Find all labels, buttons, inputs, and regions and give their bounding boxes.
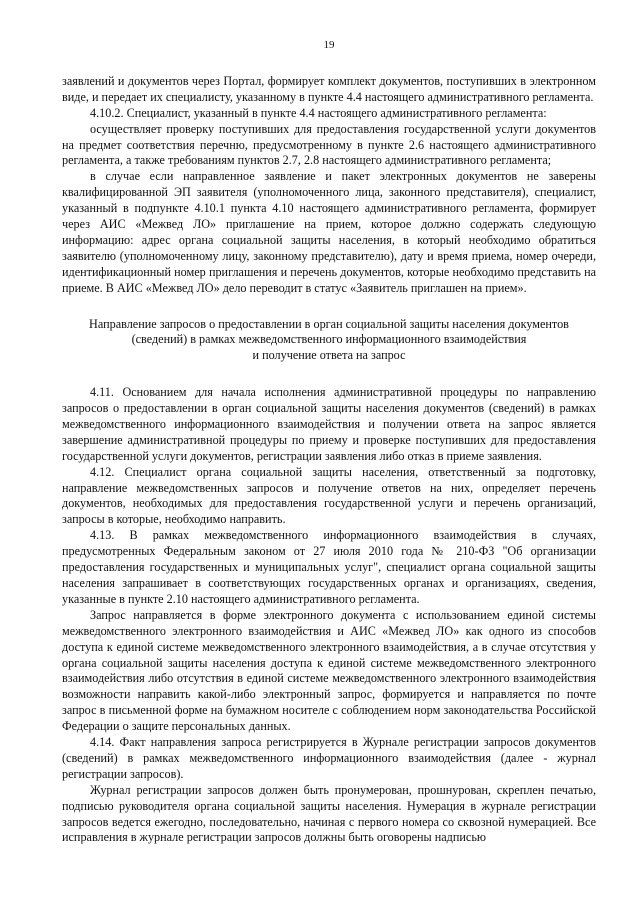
paragraph: 4.14. Факт направления запроса регистрируется в Журнале регистрации запросов документов (сведений) в рамках межведомственного информационного взаимодействия (далее - журнал регистрации запросов). — [62, 735, 596, 781]
paragraph: Журнал регистрации запросов должен быть пронумерован, прошнурован, скреплен печатью, подписью руководителя органа социальной защиты населения. Нумерация в журнале регистрации запросов ведется ежегодно, последовательно, начиная с первого номера со сквозной нумерацией. Все исправления в журнале регистрации запросов должны быть оговорены надписью — [62, 782, 596, 845]
section-heading-line: (сведений) в рамках межведомственного информационного взаимодействия — [131, 332, 527, 347]
paragraphs-bottom — [62, 385, 596, 846]
paragraph: в случае если направленное заявление и пакет электронных документов не заверены квалифицированной ЭП заявителя (уполномоченного лица, законного представителя), специалист, указанный в подпункте 4.10.1 пункта 4.10 настоящего административного регламента, формирует через АИС «Межвед ЛО» приглашение на прием, которое должно содержать следующую информацию: адрес органа социальной защиты населения, в который необходимо обратиться заявителю (уполномоченному лицу, законному представителю), дату и время приема, номер очереди, идентификационный номер приглашения и перечень документов, которые необходимо представить на приеме. В АИС «Межвед ЛО» дело переводит в статус «Заявитель приглашен на прием». — [62, 169, 596, 295]
section-heading-line: и получение ответа на запрос — [252, 347, 406, 362]
paragraph: 4.13. В рамках межведомственного информационного взаимодействия в случаях, предусмотренных Федеральным законом от 27 июля 2010 года № 210-ФЗ "Об организации предоставления государственных и муниципальных услуг", специалист органа социальной защиты населения запрашивает в соответствующих государственных органах и организациях, сведения, указанные в пункте 2.10 настоящего административного регламента. — [62, 528, 596, 606]
section-heading-line: Направление запросов о предоставлении в орган социальной защиты населения документов — [89, 316, 569, 331]
paragraph: Запрос направляется в форме электронного документа с использованием единой системы межведомственного электронного взаимодействия и АИС «Межвед ЛО» как одного из способов доступа к единой системе межведомственного электронного взаимодействия, а в случае отсутствия у органа социальной защиты населения доступа к единой системе межведомственного электронного взаимодействия либо отсутствия в единой системе межведомственного электронного взаимодействия возможности направить какой-либо электронный запрос, формируется и направляется по почте запрос в письменной форме на бумажном носителе с соблюдением норм законодательства Российской Федерации о защите персональных данных. — [62, 607, 596, 734]
page-number: 19 — [323, 39, 335, 51]
paragraph: 4.11. Основанием для начала исполнения административной процедуры по направлению запросов о предоставлении в орган социальной защиты населения документов (сведений) в рамках межведомственного информационного взаимодействия и получении ответа на запрос является завершение административной процедуры по приему и проверке поступивших для предоставления государственной услуги документов, регистрации заявления либо отказ в приеме заявления. — [62, 385, 596, 463]
paragraph: 4.10.2. Специалист, указанный в пункте 4.4 настоящего административного регламента: — [90, 105, 547, 120]
paragraphs-top — [62, 74, 596, 297]
section-heading — [62, 317, 596, 364]
paragraph: осуществляет проверку поступивших для предоставления государственной услуги документов на предмет соответствия перечню, предусмотренному в пункте 2.6 настоящего административного регламента, а также требованиям пунктов 2.7, 2.8 настоящего административного регламента; — [62, 121, 596, 168]
paragraph: заявлений и документов через Портал, формирует комплект документов, поступивших в электронном виде, и передает их специалисту, указанному в пункте 4.4 настоящего административного регламента. — [62, 73, 596, 104]
paragraph: 4.12. Специалист органа социальной защиты населения, ответственный за подготовку, направление межведомственных запросов и получение ответов на них, определяет перечень документов, необходимых для предоставления государственной услуги и перечень организаций, запросы в которые, необходимо направить. — [62, 464, 596, 527]
